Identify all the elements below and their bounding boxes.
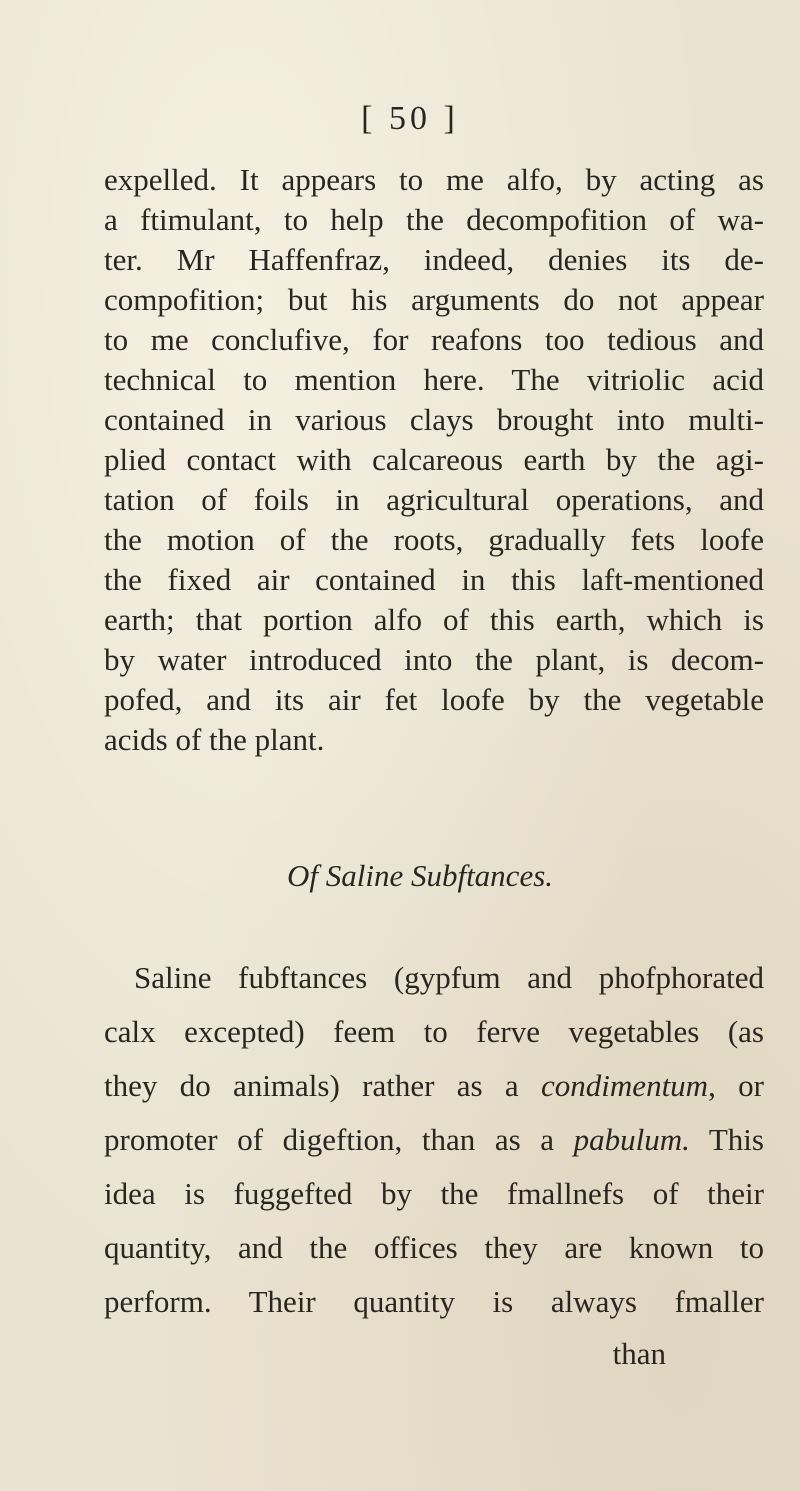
text-line: earth; that portion alfo of this earth, which is [104, 602, 764, 637]
text-line: calx excepted) feem to ferve vegetables (as [104, 1014, 764, 1049]
text-line: by water introduced into the plant, is decom- [104, 642, 764, 677]
text-line: a ftimulant, to help the decompofition of wa- [104, 202, 764, 237]
text-line: technical to mention here. The vitriolic acid [104, 362, 764, 397]
section-heading: Of Saline Subftances. [286, 858, 554, 893]
page-number: [ 50 ] [361, 100, 459, 137]
text-segment: This [689, 1122, 764, 1157]
text-line: the motion of the roots, gradually fets loofe [104, 522, 764, 557]
text-line: they do animals) rather as a condimentum, or [104, 1068, 764, 1103]
text-line: acids of the plant. [104, 722, 325, 757]
text-line: quantity, and the offices they are known to [104, 1230, 764, 1265]
text-line: Saline fubftances (gypfum and phofphorated [134, 960, 764, 995]
text-line: pofed, and its air fet loofe by the vegetable [104, 682, 764, 717]
text-line: ter. Mr Haffenfraz, indeed, denies its de- [104, 242, 764, 277]
text-line: compofition; but his arguments do not appear [104, 282, 764, 317]
text-line: idea is fuggefted by the fmallnefs of their [104, 1176, 764, 1211]
catchword: than [612, 1336, 666, 1371]
text-line: contained in various clays brought into multi- [104, 402, 764, 437]
italic-term: pabulum. [573, 1122, 690, 1157]
text-line [104, 1120, 764, 1160]
text-line: tation of foils in agricultural operations, and [104, 482, 764, 517]
text-line: plied contact with calcareous earth by the agi- [104, 442, 764, 477]
text-line: to me conclufive, for reafons too tedious and [104, 322, 764, 357]
text-line: perform. Their quantity is always fmaller [104, 1284, 764, 1319]
text-segment: promoter of digeftion, than as a [104, 1122, 574, 1157]
text-line: the fixed air contained in this laft-mentioned [104, 562, 764, 597]
text-line: expelled. It appears to me alfo, by acting as [104, 162, 764, 197]
